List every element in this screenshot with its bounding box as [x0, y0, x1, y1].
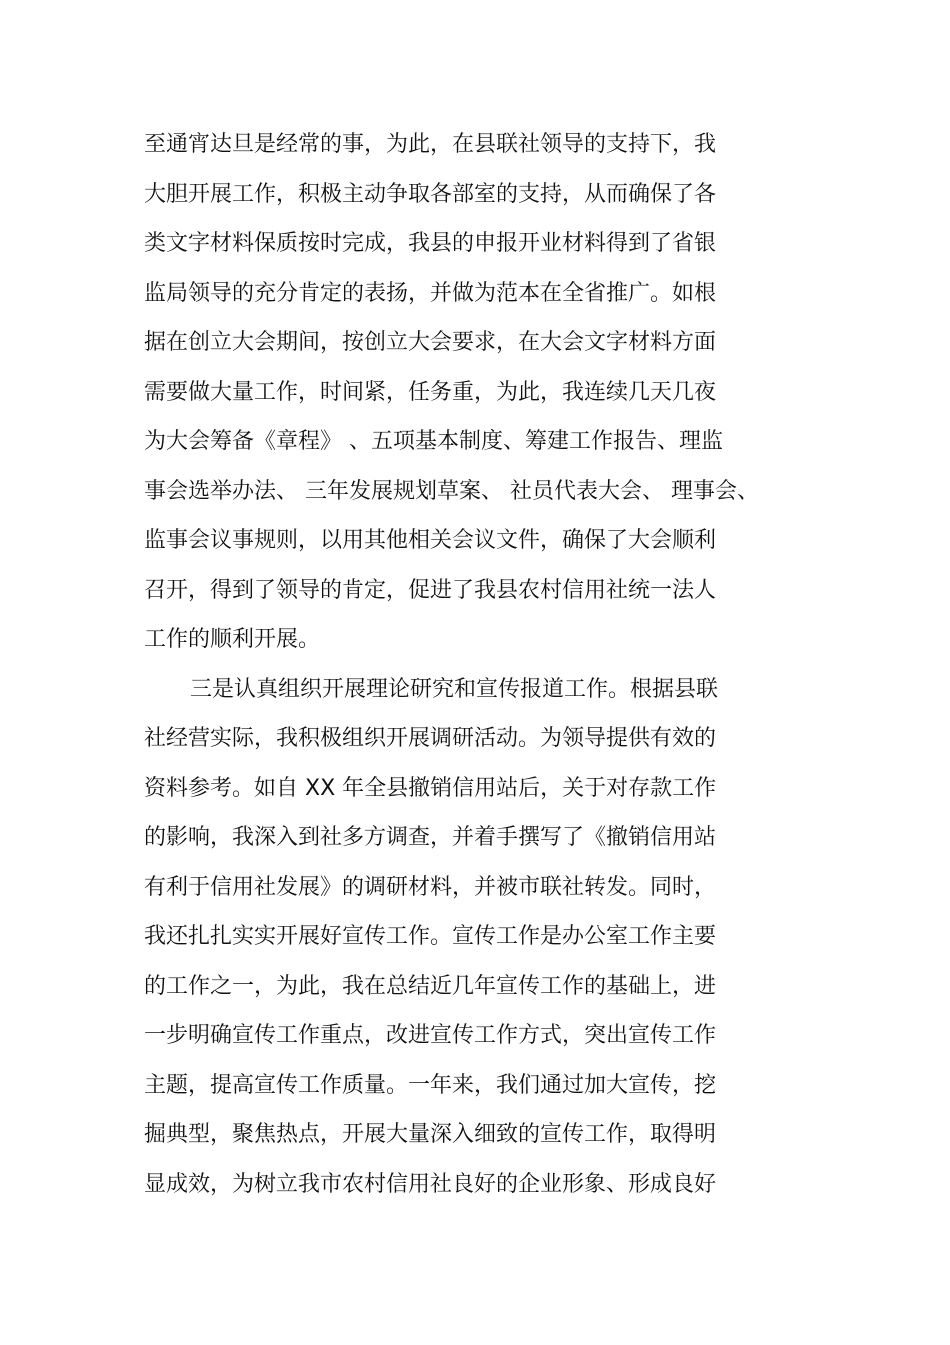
- text-line: 据在创立大会期间，按创立大会要求，在大会文字材料方面: [144, 330, 717, 355]
- text-line: 一步明确宣传工作重点，改进宣传工作方式，突出宣传工作: [144, 1023, 717, 1048]
- text-line: 主题，提高宣传工作质量。一年来，我们通过加大宣传，挖: [144, 1072, 717, 1098]
- text-line: 监事会议事规则，以用其他相关会议文件，确保了大会顺利: [144, 528, 717, 553]
- text-line: 显成效，为树立我市农村信用社良好的企业形象、形成良好: [144, 1171, 717, 1197]
- text-line: 我还扎扎实实开展好宣传工作。宣传工作是办公室工作主要: [144, 924, 717, 949]
- body-text: [144, 120, 804, 1209]
- text-line: 的影响，我深入到社多方调查，并着手撰写了《撤销信用站: [144, 825, 717, 850]
- text-line: 至通宵达旦是经常的事，为此，在县联社领导的支持下，我: [144, 132, 717, 157]
- text-line: 社经营实际，我积极组织开展调研活动。为领导提供有效的: [144, 726, 717, 751]
- text-line: 掘典型，聚焦热点，开展大量深入细致的宣传工作，取得明: [144, 1122, 717, 1147]
- text-line: 类文字材料保质按时完成，我县的申报开业材料得到了省银: [144, 231, 717, 256]
- text-line: 资料参考。如自 XX 年全县撤销信用站后，关于对存款工作: [144, 775, 717, 801]
- text-line: 大胆开展工作，积极主动争取各部室的支持，从而确保了各: [144, 181, 717, 207]
- text-line: 需要做大量工作，时间紧，任务重，为此，我连续几天几夜: [144, 379, 717, 405]
- text-line: 为大会筹备《章程》 、五项基本制度、筹建工作报告、理监: [144, 429, 723, 454]
- text-line: 工作的顺利开展。: [144, 627, 321, 652]
- paragraph-start-line: 三是认真组织开展理论研究和宣传报道工作。根据县联: [190, 676, 719, 702]
- text-line: 监局领导的充分肯定的表扬，并做为范本在全省推广。如根: [144, 280, 717, 306]
- text-line: 事会选举办法、 三年发展规划草案、 社员代表大会、 理事会、: [144, 478, 759, 504]
- text-line: 的工作之一，为此，我在总结近几年宣传工作的基础上，进: [144, 973, 717, 999]
- text-line: 召开，得到了领导的肯定，促进了我县农村信用社统一法人: [144, 577, 717, 603]
- text-line: 有利于信用社发展》的调研材料，并被市联社转发。同时，: [144, 874, 717, 900]
